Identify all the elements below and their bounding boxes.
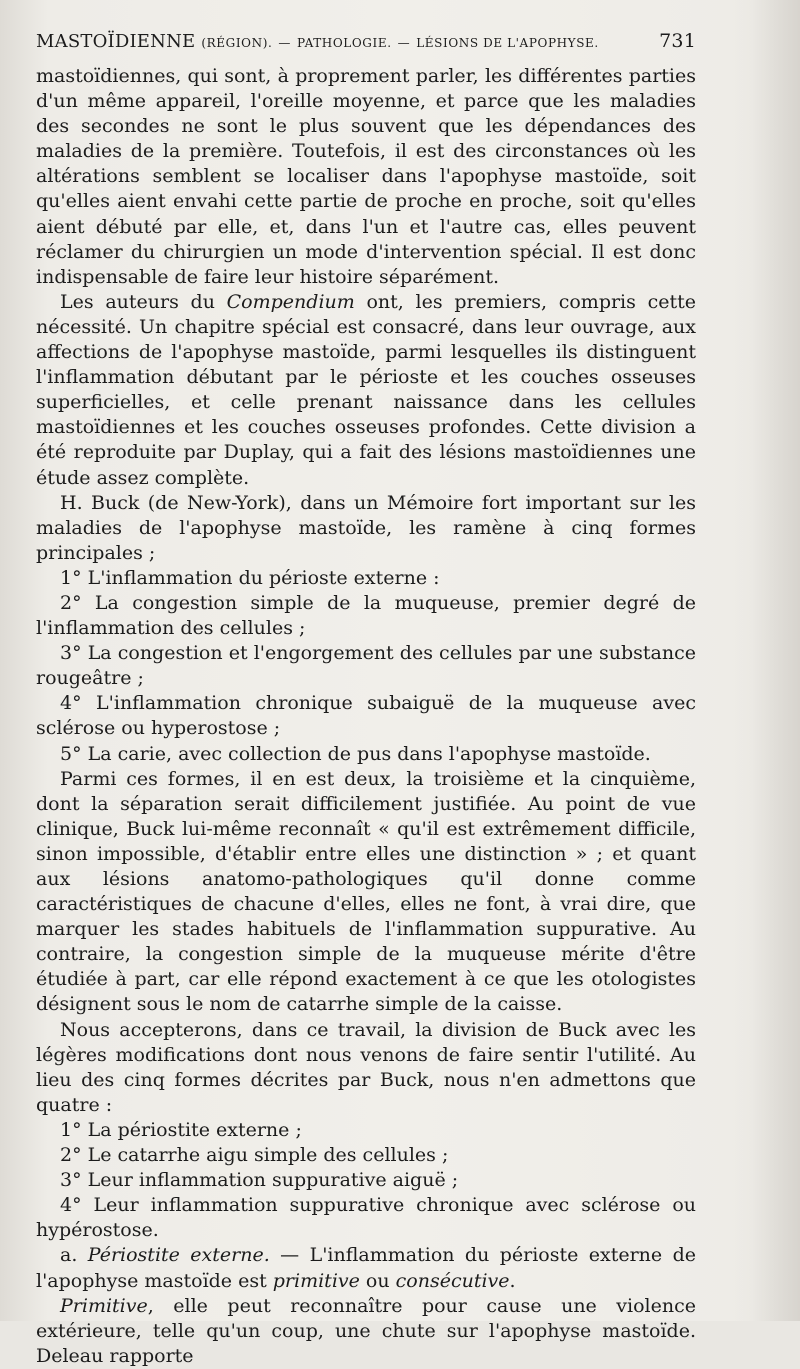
text-run: H. Buck (de New-York), dans un Mémoire fort important sur les maladies de l'apophyse mastoïde, les ramène à cinq formes principales ;: [36, 491, 696, 564]
text-run: ou: [359, 1269, 396, 1292]
text-run: — L'inflammation du périoste externe de l'apophyse mastoïde est: [36, 1244, 696, 1292]
text-run: ont, les premiers, compris cette nécessité. Un chapitre spécial est consacré, dans leur ouvrage, aux affections de l'apophyse mastoïde, parmi lesquelles ils distinguent l'inflammation débutant par le périoste et les couches osseuses superficielles, et celle prenant naissance dans les cellules mastoïdiennes et les couches osseuses profondes. Cette division a été reproduite par Duplay, qui a fait des lésions mastoïdiennes une étude assez complète.: [36, 290, 696, 489]
header-dash-2: —: [397, 36, 411, 50]
page-number: 731: [659, 30, 696, 52]
text-column: [36, 30, 696, 1369]
text-run: Parmi ces formes, il en est deux, la troisième et la cinquième, dont la séparation serait difficilement justifiée. Au point de vue clinique, Buck lui-même reconnaît « qu'il est extrêmement difficile, sinon impossible, d'établir entre elles une distinction » ; et quant aux lésions anatomo-pathologiques qu'il donne comme caractéristiques de chacune d'elles, elles ne font, à vrai dire, que marquer les stades habituels de l'inflammation suppurative. Au contraire, la congestion simple de la muqueuse mérite d'être étudiée à part, car elle répond exactement à ce que les otologistes désignent sous le nom de catarrhe simple de la caisse.: [36, 767, 696, 1016]
running-region: (RÉGION).: [201, 36, 273, 50]
text-run: a.: [60, 1244, 88, 1267]
body-text: [36, 64, 696, 1369]
paragraph-p15: [36, 1243, 696, 1293]
running-subsection: LÉSIONS DE L'APOPHYSE.: [416, 36, 599, 50]
paragraph-p9: [36, 767, 696, 1018]
text-run: , elle peut reconnaître pour cause une violence extérieure, telle qu'un coup, une chute sur l'apophyse mastoïde. Deleau rapporte: [36, 1294, 696, 1367]
text-run: 4° L'inflammation chronique subaiguë de la muqueuse avec sclérose ou hyperostose ;: [36, 692, 696, 740]
paragraph-p7: [36, 691, 696, 741]
text-run: .: [509, 1269, 516, 1292]
paragraph-p10: [36, 1018, 696, 1118]
running-section: PATHOLOGIE.: [297, 36, 392, 50]
paragraph-p5: [36, 591, 696, 641]
text-run: 4° Leur inflammation suppurative chronique avec sclérose ou hypérostose.: [36, 1194, 696, 1242]
running-header: [36, 30, 696, 64]
italic-text: consécutive: [395, 1269, 510, 1292]
text-run: 3° La congestion et l'engorgement des cellules par une substance rougeâtre ;: [36, 642, 696, 690]
paragraph-p6: [36, 641, 696, 691]
header-dash-1: —: [278, 36, 292, 50]
text-run: 1° L'inflammation du périoste externe :: [60, 566, 440, 589]
text-run: mastoïdiennes, qui sont, à proprement parler, les différentes parties d'un même appareil, l'oreille moyenne, et parce que les maladies des secondes ne sont le plus souvent que les dépendances des maladies de la première. Toutefois, il est des circonstances où les altérations semblent se localiser dans l'apophyse mastoïde, soit qu'elles aient envahi cette partie de proche en proche, soit qu'elles aient débuté par elle, et, dans l'un et l'autre cas, elles peuvent réclamer du chirurgien un mode d'intervention spécial. Il est donc indispensable de faire leur histoire séparément.: [36, 65, 696, 288]
text-run: 5° La carie, avec collection de pus dans l'apophyse mastoïde.: [60, 742, 651, 765]
running-title: MASTOÏDIENNE: [36, 31, 196, 52]
paragraph-p3: [36, 491, 696, 566]
text-run: 3° Leur inflammation suppurative aiguë ;: [60, 1169, 459, 1192]
paragraph-p2: [36, 290, 696, 491]
italic-text: Primitive: [60, 1294, 148, 1317]
paragraph-p14: [36, 1193, 696, 1243]
running-header-title-group: [36, 31, 599, 52]
paragraph-p13: [36, 1168, 696, 1193]
italic-text: primitive: [272, 1269, 360, 1292]
paragraph-p4: [36, 566, 696, 591]
paragraph-p8: [36, 742, 696, 767]
text-run: 2° La congestion simple de la muqueuse, premier degré de l'inflammation des cellules ;: [36, 591, 696, 640]
text-run: 1° La périostite externe ;: [60, 1118, 302, 1141]
paragraph-p16: [36, 1294, 696, 1369]
text-run: Nous accepterons, dans ce travail, la division de Buck avec les légères modifications dont nous venons de faire sentir l'utilité. Au lieu des cinq formes décrites par Buck, nous n'en admettons que quatre :: [36, 1018, 696, 1116]
italic-text: Périostite externe.: [87, 1244, 270, 1267]
italic-text: Compendium: [226, 290, 355, 313]
paragraph-p12: [36, 1143, 696, 1168]
paragraph-p1: [36, 64, 696, 290]
text-run: 2° Le catarrhe aigu simple des cellules ;: [60, 1144, 449, 1167]
page-edge-shadow: [730, 0, 800, 1321]
text-run: Les auteurs du: [60, 290, 227, 313]
paragraph-p11: [36, 1118, 696, 1143]
